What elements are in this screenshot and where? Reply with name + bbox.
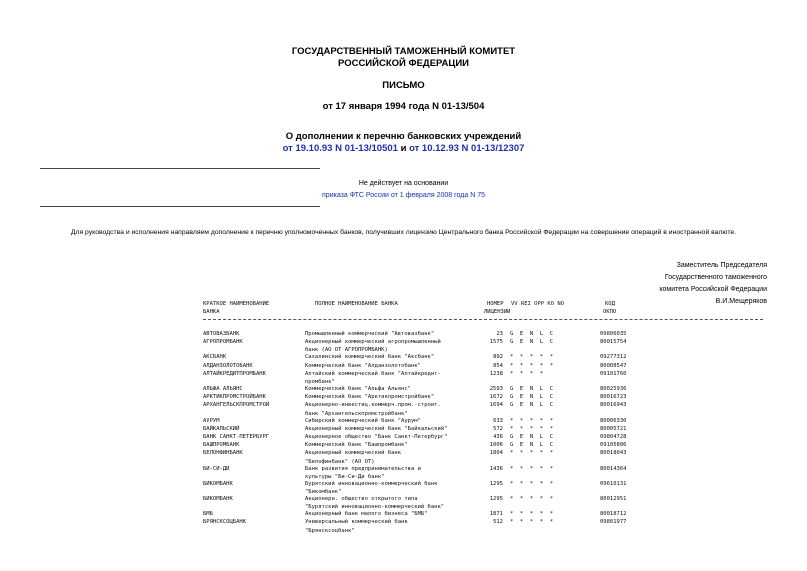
license-number: 633 [493, 417, 503, 424]
operation-flags: * * * * * [510, 354, 554, 361]
bank-short-name: БАЙКАЛЬСКИЙ [203, 425, 240, 432]
doc-subject: О дополнении к перечню банковских учреждений [285, 131, 522, 142]
table-row [0, 386, 807, 394]
doc-date: от 17 января 1994 года N 01-13/504 [322, 101, 485, 112]
bank-full-name: культуры "Би-Си-Ди банк" [305, 473, 385, 480]
bank-full-name: Банк развития предпринимательства и [305, 465, 421, 472]
okpo-code: 09101760 [600, 370, 627, 377]
operation-flags: G E N L C [510, 402, 554, 409]
signature-line: В.И.Мещеряков [715, 298, 767, 305]
bank-short-name: АЛЬФА АЛЬЯНС [203, 386, 243, 392]
operation-flags: * * * * * [510, 480, 554, 487]
col-full-header: ПОЛНОЕ НАИМЕНОВАНИЕ БАНКА [315, 301, 398, 307]
okpo-code: 80025936 [600, 386, 627, 392]
bank-short-name: АГРОПРОМБАНК [203, 339, 243, 346]
license-number: 1694 [489, 402, 503, 409]
col-flags-header: VV REI OPP KO NO [511, 301, 564, 307]
bank-short-name: АКСБАНК [203, 354, 227, 361]
table-row [0, 481, 807, 489]
okpo-code: 80018043 [600, 450, 627, 457]
table-row [0, 528, 807, 536]
operation-flags: G E N L C [510, 434, 554, 440]
doc-references [0, 143, 807, 154]
okpo-code: 80008547 [600, 362, 627, 369]
license-number: 436 [493, 434, 503, 440]
bank-full-name: банк (АО ОТ АГРОПРОМБАНК) [305, 347, 388, 354]
bank-full-name: Акционерный коммерческий банк "Байкальский" [305, 425, 448, 432]
license-number: 1295 [489, 480, 503, 487]
bank-full-name: Коммерческий банк "Алданзолотобанк" [305, 362, 421, 369]
status-link[interactable]: приказа ФТС России от 1 февраля 2008 года N 75 [322, 192, 485, 199]
operation-flags: * * * * * [510, 465, 554, 472]
okpo-code: 09806035 [600, 331, 627, 337]
license-number: 1295 [489, 496, 503, 502]
bank-short-name: БИКОМБАНК [203, 480, 233, 487]
divider-bottom [40, 206, 320, 207]
operation-flags: G E N L C [510, 331, 554, 337]
bank-short-name: БМБ [203, 511, 213, 518]
okpo-code: 80005721 [600, 425, 627, 432]
license-number: 1575 [489, 339, 503, 346]
okpo-code: 80016723 [600, 394, 627, 401]
bank-short-name: АРКТИКПРОМСТРОЙБАНК [203, 394, 266, 401]
signature-line: комитета Российской Федерации [659, 286, 767, 293]
bank-short-name: БАНК САНКТ-ПЕТЕРБУРГ [203, 434, 270, 440]
col-short-header-2: БАНКА [203, 309, 220, 315]
table-row [0, 354, 807, 362]
operation-flags: G E N L C [510, 394, 554, 401]
org-title-line2: РОССИЙСКОЙ ФЕДЕРАЦИИ [337, 58, 469, 69]
license-number: 23 [496, 331, 503, 337]
table-row [0, 402, 807, 410]
bank-full-name: "Бурятский инновационно-коммерческий банк" [305, 504, 445, 511]
license-number: 1238 [489, 370, 503, 377]
bank-full-name: Промышленный коммерческий "Автовазбанк" [305, 331, 435, 337]
table-row [0, 394, 807, 402]
operation-flags: * * * * * [510, 496, 554, 502]
table-row [0, 426, 807, 434]
bank-full-name: банк "Архангельскпромстройбанк" [305, 410, 408, 417]
table-row [0, 434, 807, 442]
operation-flags: * * * * * [510, 511, 554, 518]
table-row [0, 339, 807, 347]
bank-short-name: БИКОМБАНК [203, 496, 233, 502]
license-number: 1804 [489, 450, 503, 457]
table-row [0, 519, 807, 527]
signature-line: Государственного таможенного [664, 274, 767, 281]
bank-full-name: Акционерный коммерческий банк [305, 450, 402, 457]
operation-flags: * * * * * [510, 362, 554, 369]
bank-full-name: Сибирский коммерческий банк "Аурум" [305, 417, 421, 424]
bank-short-name: АУРУМ [203, 417, 220, 424]
org-title-line1: ГОСУДАРСТВЕННЫЙ ТАМОЖЕННЫЙ КОМИТЕТ [291, 46, 516, 57]
table-row [0, 331, 807, 339]
bank-full-name: промбанк" [305, 379, 335, 385]
operation-flags: * * * * * [510, 425, 554, 432]
col-num-header-1: НОМЕР [487, 301, 504, 307]
bank-full-name: Акционерно-инвестиц.коммерч.пром.-строит. [305, 402, 441, 409]
okpo-code: 09804728 [600, 434, 627, 440]
okpo-code: 80006330 [600, 417, 627, 424]
bank-short-name: АЛДАНЗОЛОТОБАНК [203, 362, 253, 369]
intro-paragraph: Для руководства и исполнения направляем дополнение к перечню уполномоченных банков, получивших лицензию Центрального банка Российской Федерации на совершение операций в иностранной валюте. [70, 229, 737, 236]
operation-flags: * * * * * [510, 450, 554, 457]
reference-link-2[interactable]: от 10.12.93 N 01-13/12307 [409, 143, 525, 154]
okpo-code: 80018712 [600, 511, 627, 518]
operation-flags: * * * * [510, 370, 544, 377]
bank-short-name: АВТОВАЗБАНК [203, 331, 240, 337]
bank-full-name: Коммерческий банк "Башпромбанк" [305, 442, 408, 449]
col-code-header-1: КОД [605, 301, 615, 307]
license-number: 854 [493, 362, 503, 369]
table-row [0, 363, 807, 371]
status-text: Не действует на основании [358, 180, 449, 187]
license-number: 1006 [489, 442, 503, 449]
bank-full-name: "Белофинбанк" (АО ОТ) [305, 458, 375, 465]
bank-short-name: БЕЛОНФИНБАНК [203, 450, 243, 457]
okpo-code: 80012951 [600, 496, 627, 502]
license-number: 572 [493, 425, 503, 432]
license-number: 512 [493, 519, 503, 526]
operation-flags: * * * * * [510, 417, 554, 424]
col-code-header-2: ОКПО [603, 309, 617, 315]
okpo-code: 80016943 [600, 402, 627, 409]
bank-short-name: БАШПРОМБАНК [203, 442, 240, 449]
table-row [0, 442, 807, 450]
bank-full-name: "Брянсксоцбанк" [305, 527, 355, 534]
operation-flags: * * * * * [510, 519, 554, 526]
signature-line: Заместитель Председателя [676, 262, 767, 269]
okpo-code: 80014364 [600, 465, 627, 472]
okpo-code: 09277312 [600, 354, 627, 361]
bank-full-name: Универсальный коммерческий банк [305, 519, 408, 526]
operation-flags: G E N L C [510, 339, 554, 346]
license-number: 2593 [489, 386, 503, 392]
bank-full-name: Бурятский инновационно-коммерческий банк [305, 480, 438, 487]
license-number: 1672 [489, 394, 503, 401]
bank-full-name: Алтайский коммерческий банк "Алтайкредит- [305, 370, 441, 377]
license-number: 892 [493, 354, 503, 361]
bank-full-name: Акционерный банк малого бизнеса "БМБ" [305, 511, 428, 518]
table-row [0, 418, 807, 426]
bank-full-name: "Бикомбанк" [305, 489, 342, 495]
operation-flags: G E N L C [510, 386, 554, 392]
bank-short-name: БИ-СИ-ДИ [203, 465, 230, 472]
license-number: 1436 [489, 465, 503, 472]
table-header-rule [203, 319, 763, 320]
bank-full-name: Сахалинский коммерческий банк "Аксбанк" [305, 354, 435, 361]
operation-flags: G E N L C [510, 442, 554, 449]
reference-conjunction: и [400, 143, 407, 154]
table-row [0, 466, 807, 474]
signature-block [659, 260, 767, 308]
bank-short-name: АЛТАЙКРЕДИТПРОМБАНК [203, 370, 266, 377]
bank-full-name: Акционерный коммерческий агропромышленный [305, 339, 441, 346]
license-number: 1871 [489, 511, 503, 518]
table-row [0, 496, 807, 504]
okpo-code: 80015754 [600, 339, 627, 346]
bank-short-name: АРХАНГЕЛЬСКПРОМСТРОЙ [203, 402, 270, 409]
okpo-code: 09801977 [600, 519, 627, 526]
okpo-code: 09610131 [600, 480, 627, 487]
table-row [0, 511, 807, 519]
col-num-header-2: ЛИЦЕНЗИИ [484, 309, 511, 315]
table-row [0, 450, 807, 458]
divider-top [40, 168, 320, 169]
bank-full-name: Акционерное общество "Банк Санкт-Петербург" [305, 434, 448, 440]
bank-full-name: Акционерн. общество открытого типа [305, 496, 418, 502]
doc-type: ПИСЬМО [382, 80, 425, 91]
okpo-code: 09105806 [600, 442, 627, 449]
table-row [0, 371, 807, 379]
bank-full-name: Коммерческий банк "Арктикпромстройбанк" [305, 394, 435, 401]
bank-full-name: Коммерческий банк "Альфа Альянс" [305, 386, 411, 392]
reference-link-1[interactable]: от 19.10.93 N 01-13/10501 [282, 143, 398, 154]
bank-short-name: БРЯНСКСОЦБАНК [203, 519, 247, 526]
col-short-header-1: КРАТКОЕ НАИМЕНОВАНИЕ [203, 301, 270, 307]
